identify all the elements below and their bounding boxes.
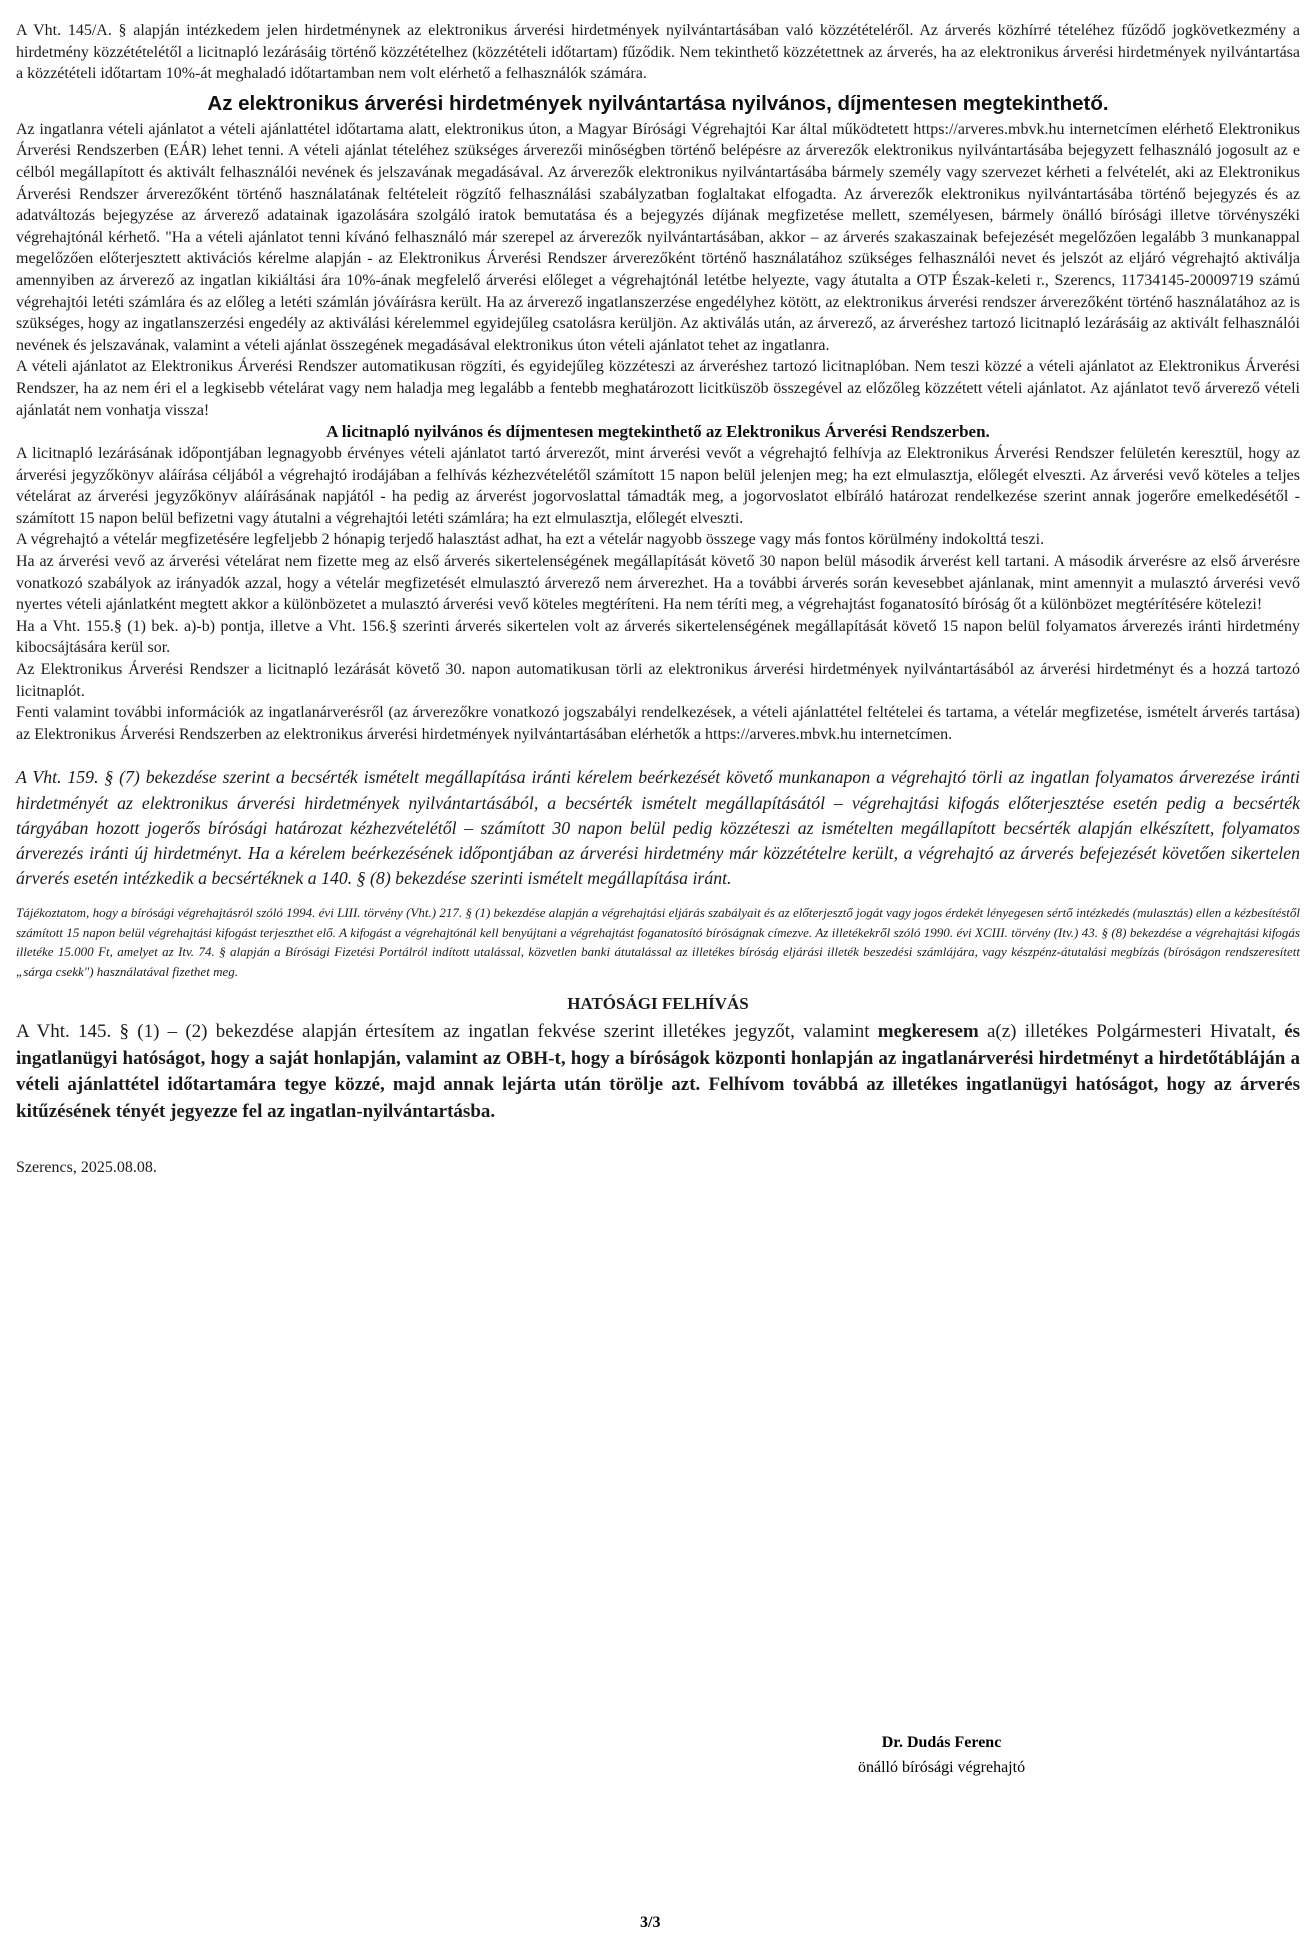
valuation-italic-paragraph: A Vht. 159. § (7) bekezdése szerint a becsérték ismételt megállapítása iránti kérelem beérkezését követő munkanapon a végrehajtó törli az ingatlan folyamatos árverezése iránti hirdetményét az elektronikus árverési hirdetmények nyilvántartásából, a becsérték ismételt megállapításától – végrehajtási kifogás előterjesztése esetén pedig a becsérték tárgyában hozott jogerős bírósági határozat kézhezvételétől – számított 30 napon belül pedig közzéteszi az ismételten megállapított becsérték alapján elkészített, folyamatos árverezés iránti új hirdetményt. Ha a kérelem beérkezésének időpontjában az árverési hirdetmény már közzétételre került, a végrehajtó az árverés befejezését követően sikertelen árverés esetén intézkedik a becsértéknek a 140. § (8) bekezdése szerinti ismételt megállapítása iránt. [16, 767, 1300, 889]
heading-registry-public: Az elektronikus árverési hirdetmények nyilvántartása nyilvános, díjmentesen megtekinthető. [207, 91, 1109, 115]
page-number: 3/3 [640, 1914, 661, 1931]
official-call-text-2: a(z) illetékes Polgármesteri Hivatalt, [978, 1021, 1285, 1043]
official-call-bold-2: és ingatlanügyi hatóságot, hogy a saját honlapján, valamint az OBH-t, hogy a bíróságok központi honlapján az ingatlanárverési hirdetményt a hirdetőtábláján a vételi ajánlattétel időtartamára tegye közzé, majd annak lejárta után törölje azt. Felhívom továbbá az illetékes ingatlanügyi hatóságot, hogy az árverés kitűzésének tényét jegyezze fel az ingatlan-nyilvántartásba. [16, 1021, 1301, 1122]
heading-bid-log-public: A licitnapló nyilvános és díjmentesen megtekinthető az Elektronikus Árverési Rendszerben. [326, 422, 990, 442]
place-date: Szerencs, 2025.08.08. [16, 1159, 157, 1177]
signature-block [858, 1730, 1025, 1780]
deferral-paragraph: A végrehajtó a vételár megfizetésére legfeljebb 2 hónapig terjedő halasztást adhat, ha ezt a vételár nagyobb összege vagy más fontos körülmény indokolttá teszi. [16, 531, 1045, 549]
appeal-notice-paragraph: Tájékoztatom, hogy a bírósági végrehajtásról szóló 1994. évi LIII. törvény (Vht.) 217. § (1) bekezdése alapján a végrehajtási eljárás szabályait és az előterjesztő jogát vagy jogos érdekét lényegesen sértő intézkedés (mulasztás) ellen a kézbesítéstől számított 15 napon belül végrehajtási kifogást terjeszthet elő. A kifogást a végrehajtónál kell benyújtani a végrehajtást foganatosító bíróságnak címezve. Az illetékekről szóló 1990. évi XCIII. törvény (Itv.) 43. § (8) bekezdése a végrehajtási kifogás illetéke 15.000 Ft, amelyet az Itv. 74. § alapján a Bírósági Fizetési Portálról indított utalással, közvetlen banki átutalással az illetékes bíróság eljárási illeték beszedési számlájára, vagy készpénz-átutalási megbízás (bíróságon rendszeresített „sárga csekk") használatával fizethet meg. [16, 905, 1300, 979]
more-info-paragraph: Fenti valamint további információk az ingatlanárverésről (az árverezőkre vonatkozó jogszabályi rendelkezések, a vételi ajánlattétel feltételei és tartama, a vételár megfizetése, ismételt árverés tartása) az Elektronikus Árverési Rendszerben az elektronikus árverési hirdetmények nyilvántartásában elérhetők a https://arveres.mbvk.hu internetcímen. [16, 704, 1300, 743]
bidding-paragraph: Az ingatlanra vételi ajánlatot a vételi ajánlattétel időtartama alatt, elektronikus úton, a Magyar Bírósági Végrehajtói Kar által működtetett https://arveres.mbvk.hu internetcímen elérhető Elektronikus Árverési Rendszerben (EÁR) lehet tenni. A vételi ajánlat tételéhez szükséges árverezői minőségben történő belépésre az árverezők elektronikus nyilvántartásába bejegyzett felhasználó jogosult az e célból megállapított és aktivált felhasználói nevének és jelszavának megadásával. Az árverezők elektronikus nyilvántartásába bármely személy vagy szervezet kérheti a felvételét, aki az Elektronikus Árverési Rendszer árverezőként történő használatának feltételeit rögzítő felhasználási szabályzatban foglaltakat elfogadta. Az árverezők elektronikus nyilvántartásába történő bejegyzés és az adatváltozás bejegyzése az árverező adatainak igazolására szolgáló iratok bemutatása és a bejegyzés díjának megfizetése mellett, személyesen, bármely önálló bírósági illetve törvényszéki végrehajtónál kérhető. "Ha a vételi ajánlatot tenni kívánó felhasználó már szerepel az árverezők nyilvántartásában, akkor – az árverés szakaszainak befejezését megelőzően legalább 3 munkanappal megelőzően előterjesztett aktivációs kérelme alapján - az Elektronikus Árverési Rendszer árverezőként történő használatához szükséges felhasználói nevet és jelszót az eljáró végrehajtó aktiválja amennyiben az árverező az ingatlan kikiáltási ára 10%-ának megfelelő árverési előleget a végrehajtónál letétbe helyezte, vagy átutalta a OTP Észak-keleti r., Szerencs, 11734145-20009719 számú végrehajtói letéti számlára és az előleg a letéti számlán jóváírásra került. Ha az árverező ingatlanszerzése engedélyhez kötött, az elektronikus árverési rendszer árverezőként történő használatához az is szükséges, hogy az ingatlanszerzési engedély az aktiválási kérelemmel egyidejűleg csatolásra kerüljön. Az aktiválás után, az árverező, az árveréshez tartozó licitnapló lezárásáig az aktivált felhasználói nevének és jelszavának, valamint a vételi ajánlat összegének megadásával elektronikus úton vételi ajánlatot tehet az ingatlanra. [16, 120, 1300, 354]
continuous-auction-paragraph: Ha a Vht. 155.§ (1) bek. a)-b) pontja, illetve a Vht. 156.§ szerinti árverés sikertelen volt az árverés sikertelenségének megállapítását követő 15 napon belül folyamatos árverezés iránti hirdetmény kibocsájtására kerül sor. [16, 617, 1300, 657]
deletion-paragraph: Az Elektronikus Árverési Rendszer a licitnapló lezárását követő 30. napon automatikusan törli az elektronikus árverési hirdetmények nyilvántartásából az árverési hirdetményt és a hozzá tartozó licitnaplót. [16, 661, 1300, 700]
signature-name: Dr. Dudás Ferenc [881, 1734, 1002, 1751]
winner-paragraph: A licitnapló lezárásának időpontjában legnagyobb érvényes vételi ajánlatot tartó árverezőt, mint árverési vevőt a végrehajtó felhívja az Elektronikus Árverési Rendszer felületén keresztül, hogy az árverési jegyzőkönyv aláírása céljából a végrehajtó irodájában a felhívás kézhezvételétől számított 15 napon belül jelenjen meg; ha ezt elmulasztja, előlegét elveszti. Az árverési vevő köteles a teljes vételárat az árverési jegyzőkönyv aláírásának napjától - ha pedig az árverést jogorvoslattal támadták meg, a jogorvoslatot elbíráló határozat rendelkezése szerint annak jogerőre emelkedésétől - számított 15 napon belül befizetni vagy átutalni a végrehajtói letéti számlára; ha ezt elmulasztja, előlegét elveszti. [16, 445, 1300, 527]
intro-paragraph: A Vht. 145/A. § alapján intézkedem jelen hirdetménynek az elektronikus árverési hirdetmények nyilvántartásában való közzétételéről. Az árverés közhírré tételéhez fűződő jogkövetkezmény a hirdetmény közzétételétől a licitnapló lezárásáig történő közzétételhez (közzétételi időtartam) fűződik. Nem tekinthető közzétettnek az árverés, ha az elektronikus árverési hirdetmények nyilvántartása a közzétételi időtartam 10%-át meghaladó időtartamban nem volt elérhető a felhasználók számára. [16, 22, 1300, 83]
bid-recording-paragraph: A vételi ajánlatot az Elektronikus Árverési Rendszer automatikusan rögzíti, és egyidejűleg közzéteszi az árveréshez tartozó licitnaplóban. Nem teszi közzé a vételi ajánlatot az Elektronikus Árverési Rendszer, ha az nem éri el a legkisebb vételárat vagy nem haladja meg legalább a fentebb meghatározott licitküszöb összegével az előzőleg közzétett vételi ajánlatot. Az ajánlatot tevő árverező vételi ajánlatát nem vonhatja vissza! [16, 358, 1300, 419]
heading-official-call: HATÓSÁGI FELHÍVÁS [567, 994, 749, 1014]
second-auction-paragraph: Ha az árverési vevő az árverési vételárat nem fizette meg az első árverés sikertelenségének megállapítását követő 30 napon belül második árverést kell tartani. A második árverésre az első árverésre vonatkozó szabályok az irányadók azzal, hogy a vételár megfizetését elmulasztó árverező nem árverezhet. Ha a további árverés során kevesebbet ajánlanak, mint amennyit a mulasztó árverési vevő nyertes vételi ajánlatként megtett akkor a különbözetet a mulasztó árverési vevő köteles megtéríteni. Ha nem téríti meg, a végrehajtást foganatosító bíróság őt a különbözet megtérítésére kötelezi! [16, 553, 1300, 614]
official-call-text-1: A Vht. 145. § (1) – (2) bekezdése alapján értesítem az ingatlan fekvése szerint illetékes jegyzőt, valamint [16, 1021, 878, 1043]
official-call-paragraph [16, 1019, 1300, 1125]
signature-title: önálló bírósági végrehajtó [858, 1759, 1026, 1776]
official-call-bold-1: megkeresem [877, 1021, 979, 1043]
